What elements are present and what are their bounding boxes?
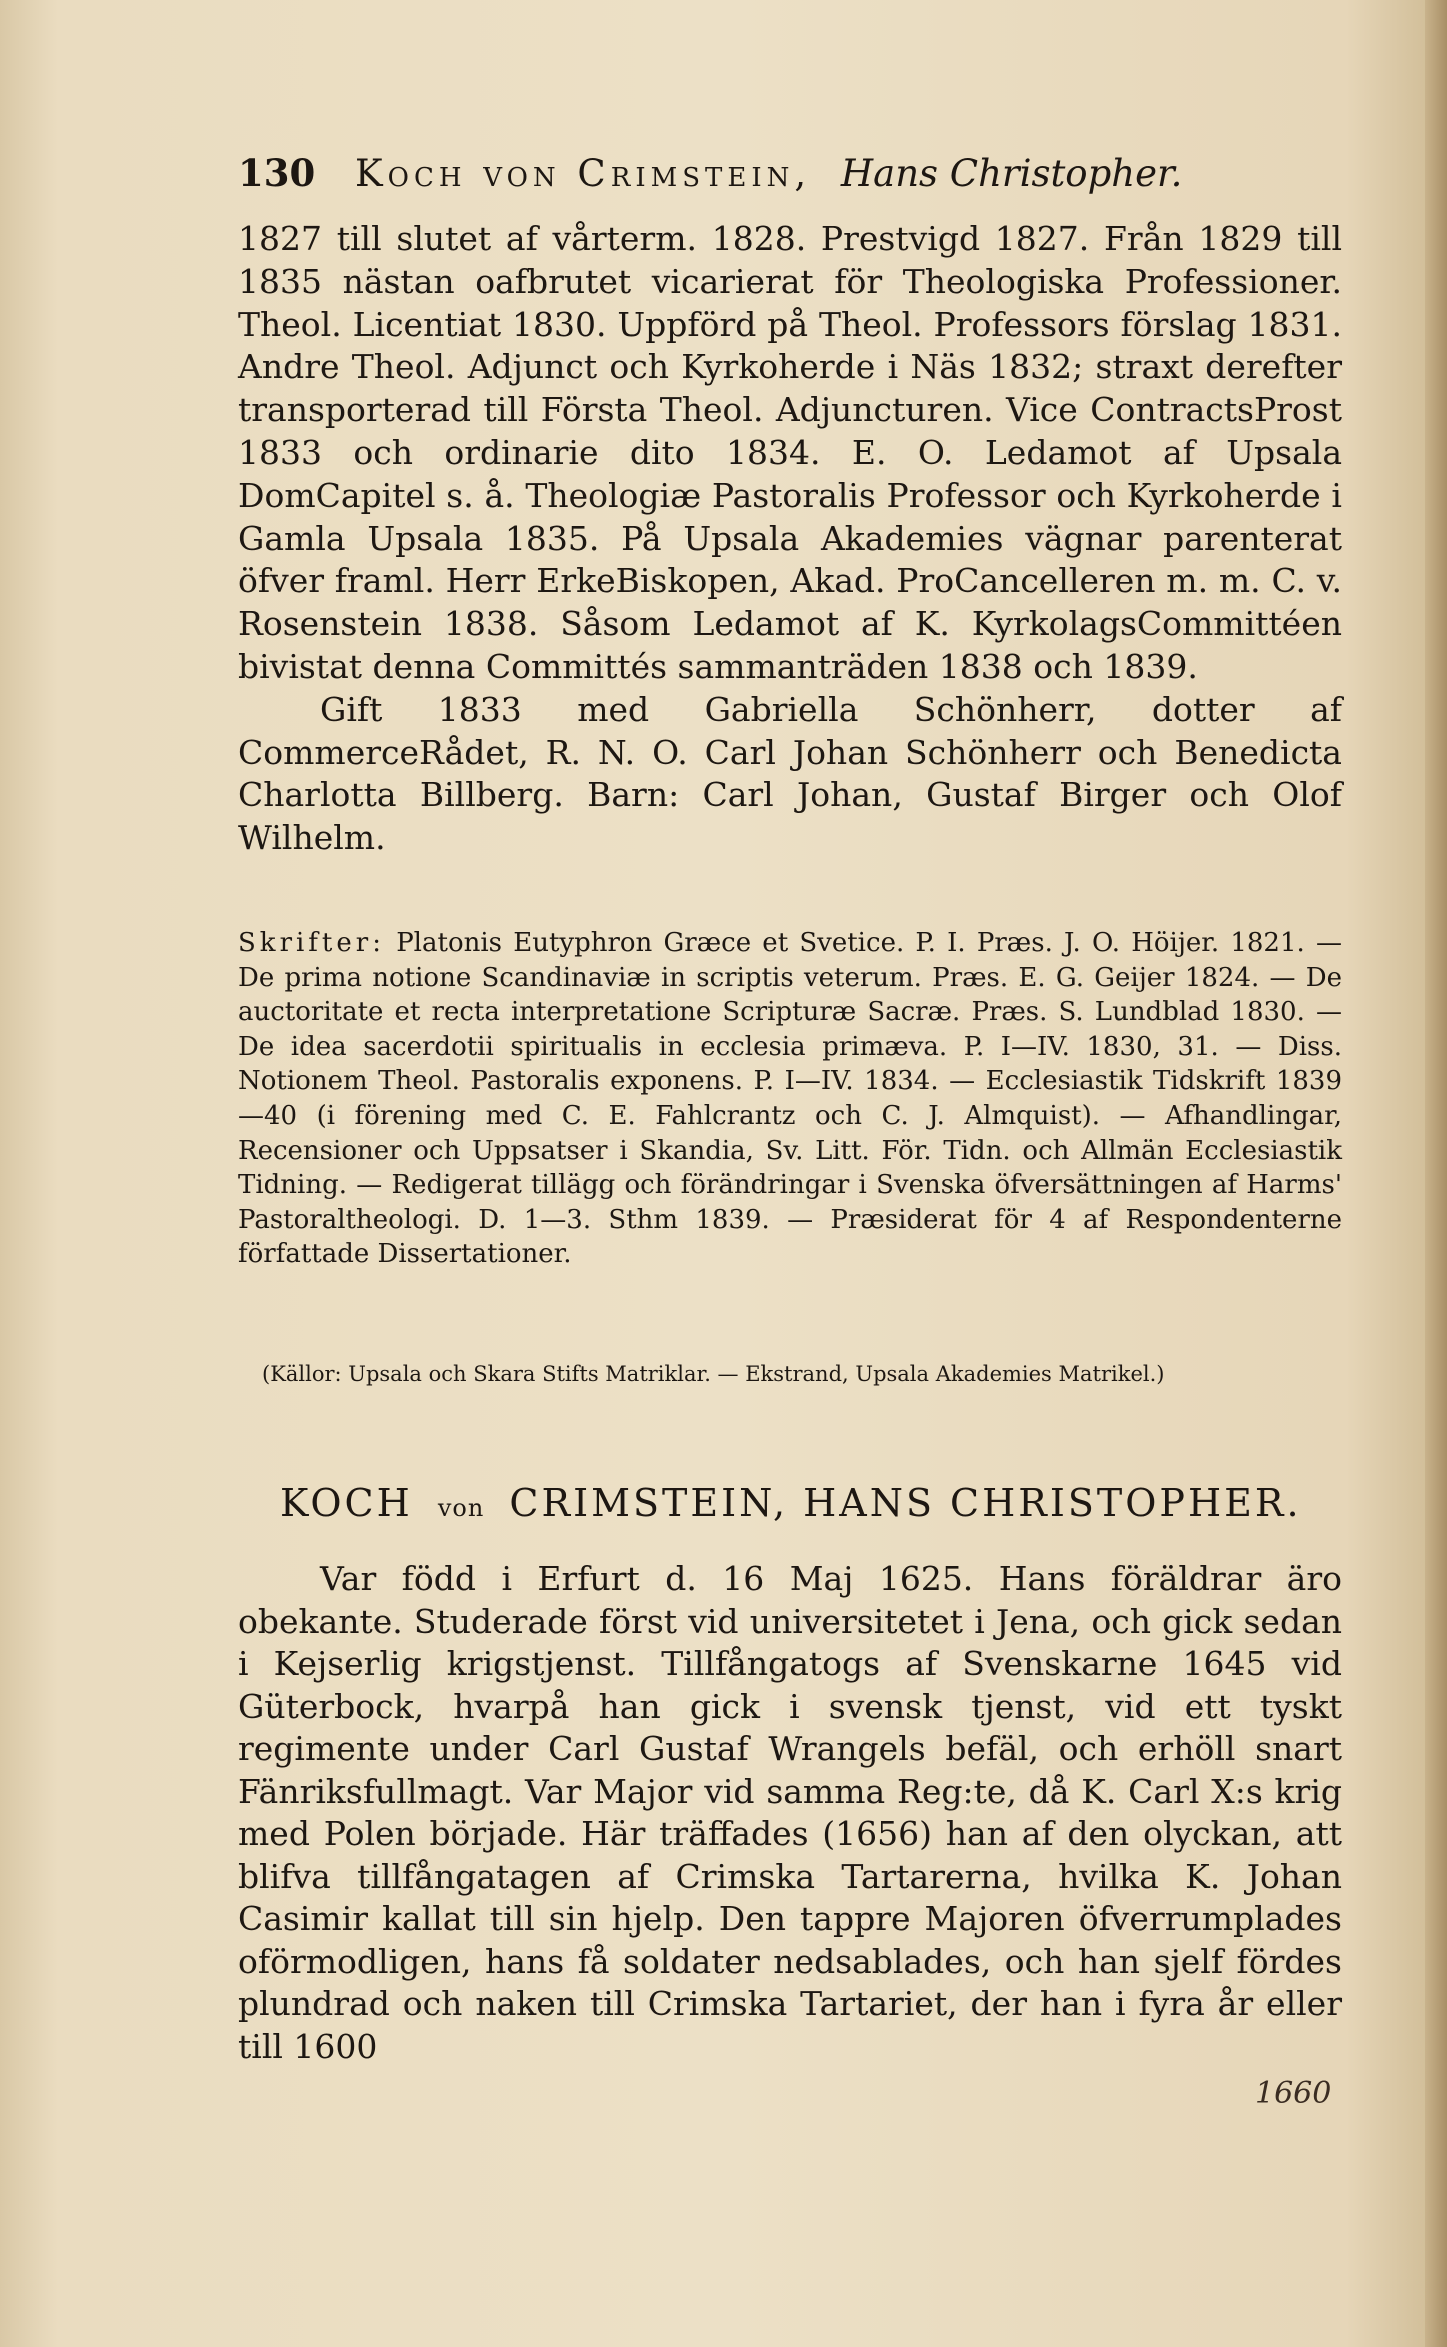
writings-list xyxy=(238,926,1342,1272)
running-header xyxy=(238,145,1258,201)
handwritten-annotation: 1660 xyxy=(1255,2076,1332,2111)
entry2-title xyxy=(280,1475,1350,1536)
entry2-text xyxy=(238,1558,1342,2068)
title-von: von xyxy=(437,1494,485,1522)
title-surname: KOCH xyxy=(280,1481,413,1525)
entry2-paragraph: Var född i Erfurt d. 16 Maj 1625. Hans föräldrar äro obekante. Studerade först vid universitetet i Jena, och gick sedan i Kejserlig krigstjenst. Tillfångatogs af Svenskarne 1645 vid Güterbock, hvarpå han gick i svensk tjenst, vid ett tyskt regimente under Carl Gustaf Wrangels befäl, och erhöll snart Fänriksfullmagt. Var Major vid samma Reg:te, då K. Carl X:s krig med Polen började. Här träffades (1656) han af den olyckan, att blifva tillfångatagen af Crimska Tartarerna, hvilka K. Johan Casimir kallat till sin hjelp. Den tappre Majoren öfverrumplades oförmodligen, hans få soldater nedsablades, och han sjelf fördes plundrad och naken till Crimska Tartariet, der han i fyra år eller till 1600 xyxy=(238,1559,1342,2066)
writings-label: Skrifter: xyxy=(238,928,385,958)
header-surname: Koch von Crimstein, xyxy=(355,152,812,195)
entry1-paragraph2: Gift 1833 med Gabriella Schönherr, dotter af CommerceRådet, R. N. O. Carl Johan Schönherr och Benedicta Charlotta Billberg. Barn: Carl Johan, Gustaf Birger och Olof Wilhelm. xyxy=(238,689,1342,858)
entry1-text xyxy=(238,218,1342,860)
title-rest: CRIMSTEIN, HANS CHRISTOPHER. xyxy=(509,1481,1302,1525)
writings-text: Platonis Eutyphron Græce et Svetice. P. I. Præs. J. O. Höijer. 1821. — De prima notione Scandinaviæ in scriptis veterum. Præs. E. G. Geijer 1824. — De auctoritate et recta interpretatione Scripturæ Sacræ. Præs. S. Lundblad 1830. — De idea sacerdotii spiritualis in ecclesia primæva. P. I—IV. 1830, 31. — Diss. Notionem Theol. Pastoralis exponens. P. I—IV. 1834. — Ecclesiastik Tidskrift 1839—40 (i förening med C. E. Fahlcrantz och C. J. Almquist). — Afhandlingar, Recensioner och Uppsatser i Skandia, Sv. Litt. För. Tidn. och Allmän Ecclesiastik Tidning. — Redigerat tillägg och förändringar i Svenska öfversättningen af Harms' Pastoraltheologi. D. 1—3. Sthm 1839. — Præsiderat för 4 af Respondenterne författade Dissertationer. xyxy=(238,928,1342,1270)
sources-note: (Källor: Upsala och Skara Stifts Matriklar. — Ekstrand, Upsala Akademies Matrikel.) xyxy=(262,1362,1165,1386)
entry1-paragraph1: 1827 till slutet af vårterm. 1828. Prestvigd 1827. Från 1829 till 1835 nästan oafbrutet vicarierat för Theologiska Professioner. Theol. Licentiat 1830. Uppförd på Theol. Professors förslag 1831. Andre Theol. Adjunct och Kyrkoherde i Näs 1832; straxt derefter transporterad till Första Theol. Adjuncturen. Vice ContractsProst 1833 och ordinarie dito 1834. E. O. Ledamot af Upsala DomCapitel s. å. Theologiæ Pastoralis Professor och Kyrkoherde i Gamla Upsala 1835. På Upsala Akademies vägnar parenterat öfver framl. Herr ErkeBiskopen, Akad. ProCancelleren m. m. C. v. Rosenstein 1838. Såsom Ledamot af K. KyrkolagsCommittéen bivistat denna Committés sammanträden 1838 och 1839. xyxy=(238,219,1342,686)
page-edge xyxy=(1425,0,1447,2347)
header-given-name: Hans Christopher. xyxy=(840,152,1183,195)
page-number: 130 xyxy=(238,151,316,195)
